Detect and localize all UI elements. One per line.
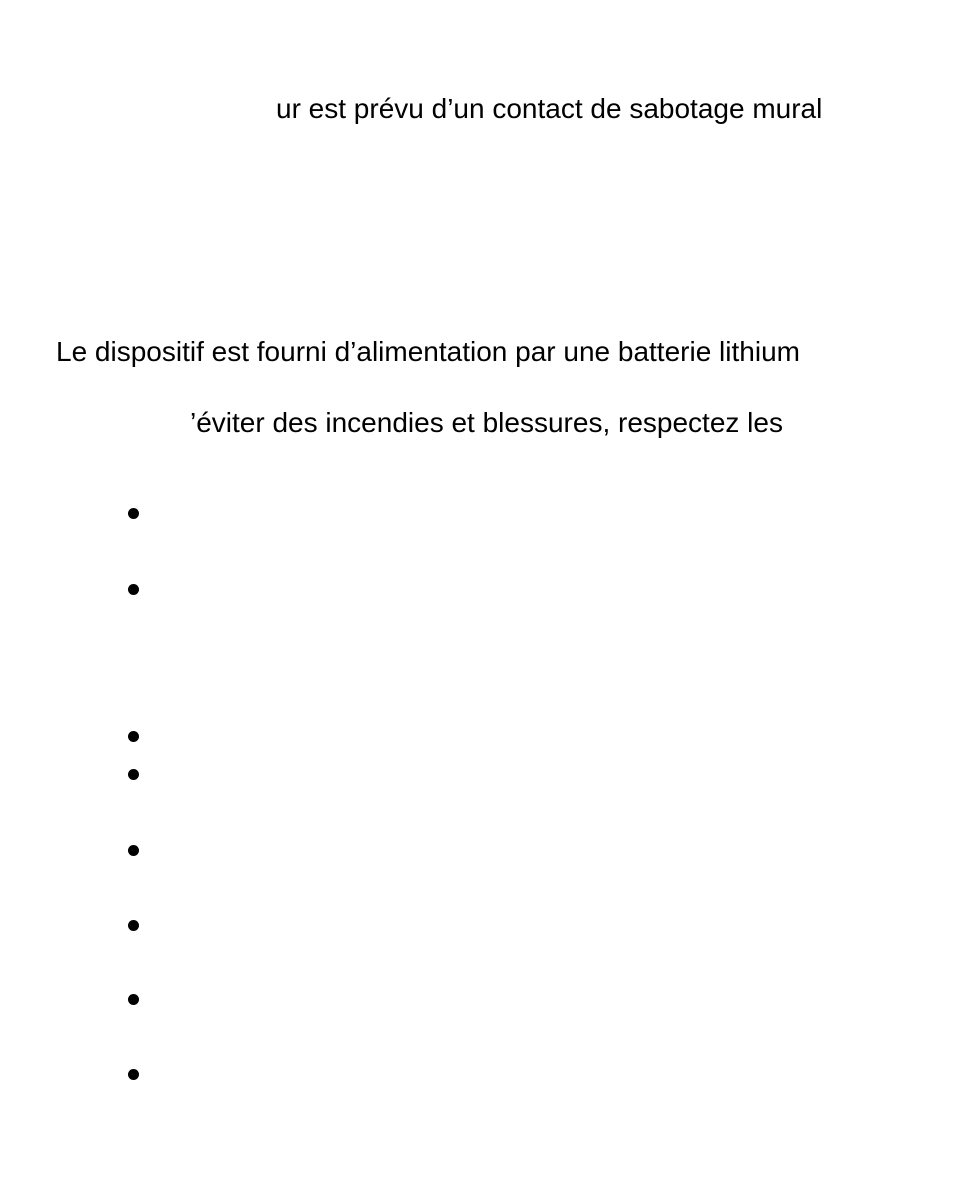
bullet-marker (128, 584, 139, 595)
bullet-marker (128, 994, 139, 1005)
bullet-marker (128, 769, 139, 780)
text-line-tamper-contact: ur est prévu d’un contact de sabotage mural (276, 93, 823, 124)
bullet-marker (128, 845, 139, 856)
bullet-marker (128, 731, 139, 742)
bullet-marker (128, 1069, 139, 1080)
bullet-marker (128, 920, 139, 931)
text-line-safety: ’éviter des incendies et blessures, respectez les (190, 407, 783, 438)
bullet-marker (128, 508, 139, 519)
text-line-battery: Le dispositif est fourni d’alimentation par une batterie lithium (56, 336, 800, 367)
